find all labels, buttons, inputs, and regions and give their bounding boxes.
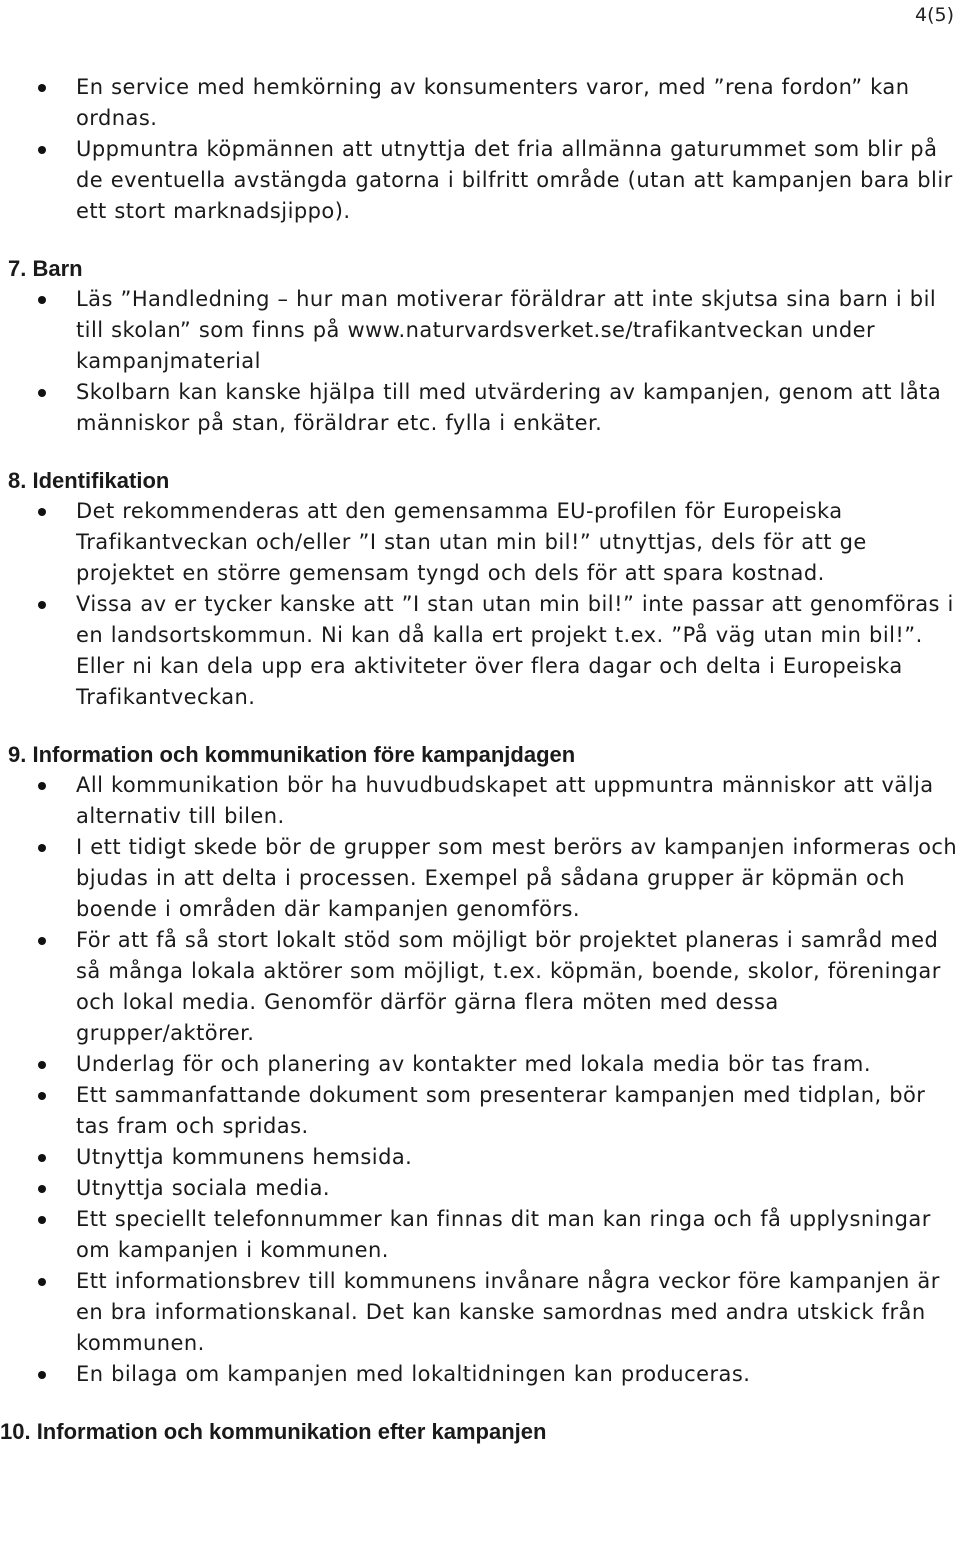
list-item: Läs ”Handledning – hur man motiverar föräldrar att inte skjutsa sina barn i bil till skolan” som finns på www.naturvardsverket.se/trafikantveckan under kampanjmaterial [0,284,960,377]
list-item: Ett speciellt telefonnummer kan finnas dit man kan ringa och få upplysningar om kampanjen i kommunen. [0,1204,960,1266]
list-item: En service med hemkörning av konsumenters varor, med ”rena fordon” kan ordnas. [0,72,960,134]
section-heading-information-efter: 10. Information och kommunikation efter kampanjen [0,1419,547,1444]
intro-list [0,72,960,227]
list-item: Utnyttja sociala media. [0,1173,960,1204]
section-list-information-fore [0,770,960,1390]
list-item: I ett tidigt skede bör de grupper som mest berörs av kampanjen informeras och bjudas in att delta i processen. Exempel på sådana grupper är köpmän och boende i områden där kampanjen genomförs. [0,832,960,925]
list-item: En bilaga om kampanjen med lokaltidningen kan produceras. [0,1359,960,1390]
list-item: Uppmuntra köpmännen att utnyttja det fria allmänna gaturummet som blir på de eventuella avstängda gatorna i bilfritt område (utan att kampanjen bara blir ett stort marknadsjippo). [0,134,960,227]
section-heading-information-fore: 9. Information och kommunikation före kampanjdagen [8,742,576,767]
list-item: Skolbarn kan kanske hjälpa till med utvärdering av kampanjen, genom att låta människor på stan, föräldrar etc. fylla i enkäter. [0,377,960,439]
list-item: Vissa av er tycker kanske att ”I stan utan min bil!” inte passar att genomföras i en landsortskommun. Ni kan då kalla ert projekt t.ex. ”På väg utan min bil!”. Eller ni kan dela upp era aktiviteter över flera dagar och delta i Europeiska Trafikantveckan. [0,589,960,713]
document-body [0,72,960,1447]
list-item: Ett informationsbrev till kommunens invånare några veckor före kampanjen är en bra informationskanal. Det kan kanske samordnas med andra utskick från kommunen. [0,1266,960,1359]
section-list-barn [0,284,960,439]
list-item: För att få så stort lokalt stöd som möjligt bör projektet planeras i samråd med så många lokala aktörer som möjligt, t.ex. köpmän, boende, skolor, föreningar och lokal media. Genomför därför gärna flera möten med dessa grupper/aktörer. [0,925,960,1049]
list-item: Det rekommenderas att den gemensamma EU-profilen för Europeiska Trafikantveckan och/eller ”I stan utan min bil!” utnyttjas, dels för att ge projektet en större gemensam tyngd och dels för att spara kostnad. [0,496,960,589]
list-item: All kommunikation bör ha huvudbudskapet att uppmuntra människor att välja alternativ till bilen. [0,770,960,832]
page-number: 4(5) [914,4,954,26]
list-item: Underlag för och planering av kontakter med lokala media bör tas fram. [0,1049,960,1080]
list-item: Utnyttja kommunens hemsida. [0,1142,960,1173]
section-heading-identifikation: 8. Identifikation [8,468,170,493]
section-heading-barn: 7. Barn [8,256,83,281]
list-item: Ett sammanfattande dokument som presenterar kampanjen med tidplan, bör tas fram och spridas. [0,1080,960,1142]
section-list-identifikation [0,496,960,713]
